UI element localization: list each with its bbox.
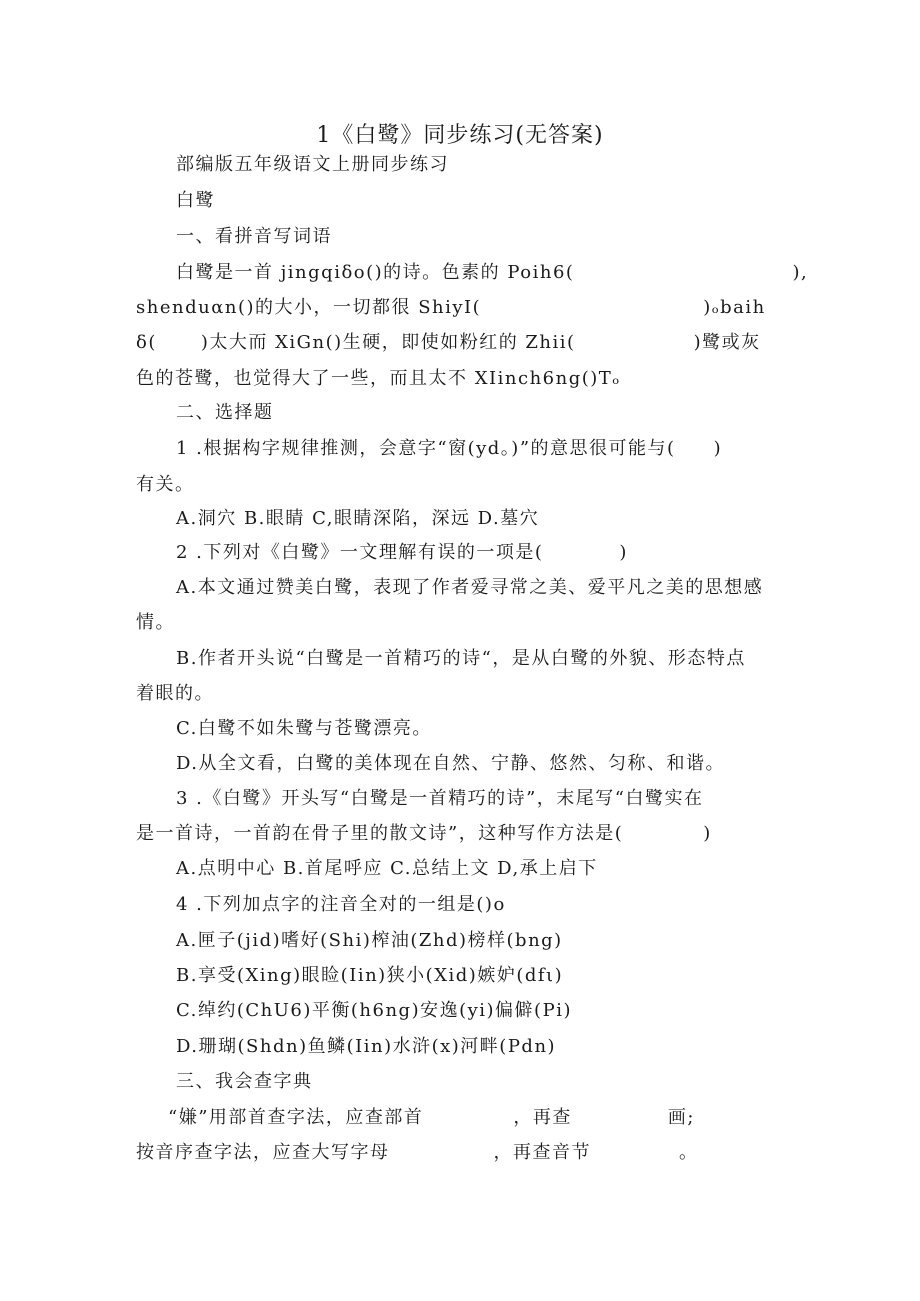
dictionary-line-2: 按音序查字法，应查大写字母 ，再查音节 。 [136, 1142, 699, 1163]
question-4-option-c: C.绰约(ChU6)平衡(h6ng)安逸(yi)偏僻(Pi) [176, 1000, 572, 1021]
pinyin-line-2: shenduαn()的大小，一切都很 ShiyI( )ₒbaih [136, 297, 766, 318]
question-4-option-b: B.享受(Xing)眼睑(Iin)狭小(Xid)嫉妒(dfι) [176, 965, 564, 986]
pinyin-line-4: 色的苍鹭，也觉得大了一些，而且太不 XIinch6ng()Tₒ [136, 368, 621, 389]
pinyin-line-3: δ( )太大而 XiGn()生硬，即使如粉红的 Zhii( )鹭或灰 [136, 332, 761, 353]
question-4: 4 .下列加点字的注音全对的一组是()o [176, 894, 506, 915]
question-2-option-a: A.本文通过赞美白鹭，表现了作者爱寻常之美、爱平凡之美的思想感 [176, 577, 764, 598]
question-2-option-b-cont: 着眼的。 [136, 683, 214, 704]
question-1-cont: 有关。 [136, 474, 195, 495]
question-2-option-b: B.作者开头说“白鹭是一首精巧的诗“，是从白鹭的外貌、形态特点 [176, 648, 746, 669]
question-2-option-c: C.白鹭不如朱鹭与苍鹭漂亮。 [176, 718, 432, 739]
question-3-cont: 是一首诗，一首韵在骨子里的散文诗”，这种写作方法是( ) [136, 823, 712, 844]
question-4-option-d: D.珊瑚(Shdn)鱼鳞(Iin)水浒(x)河畔(Pdn) [176, 1036, 557, 1057]
question-2-option-a-cont: 情。 [136, 612, 175, 633]
subtitle: 部编版五年级语文上册同步练习 [176, 154, 449, 175]
question-3: 3 .《白鹭》开头写“白鹭是一首精巧的诗”，末尾写“白鹭实在 [176, 788, 704, 809]
section-heading-1: 一、看拼音写词语 [176, 226, 332, 247]
section-heading-3: 三、我会查字典 [176, 1071, 313, 1092]
section-heading-2: 二、选择题 [176, 402, 274, 423]
page-title: 1《白鹭》同步练习(无答案) [316, 123, 604, 148]
question-1: 1 .根据构字规律推测，会意字“窗(yd。)”的意思很可能与( ) [176, 438, 723, 459]
question-2: 2 .下列对《白鹭》一文理解有误的一项是( ) [176, 542, 628, 563]
question-2-option-d: D.从全文看，白鹭的美体现在自然、宁静、悠然、匀称、和谐。 [176, 753, 726, 774]
question-4-option-a: A.匣子(jid)嗜好(Shi)榨油(Zhd)榜样(bng) [176, 930, 563, 951]
dictionary-line-1: “嫌”用部首查字法，应查部首 ，再查 画; [168, 1107, 695, 1128]
question-1-options: A.洞穴 B.眼睛 C,眼睛深陷，深远 D.墓穴 [176, 508, 540, 529]
lesson-name: 白鹭 [176, 190, 215, 211]
question-3-options: A.点明中心 B.首尾呼应 C.总结上文 D,承上启下 [176, 858, 598, 879]
pinyin-line-1: 白鹭是一首 jingqiδo()的诗。色素的 Poih6( ), [176, 262, 809, 283]
